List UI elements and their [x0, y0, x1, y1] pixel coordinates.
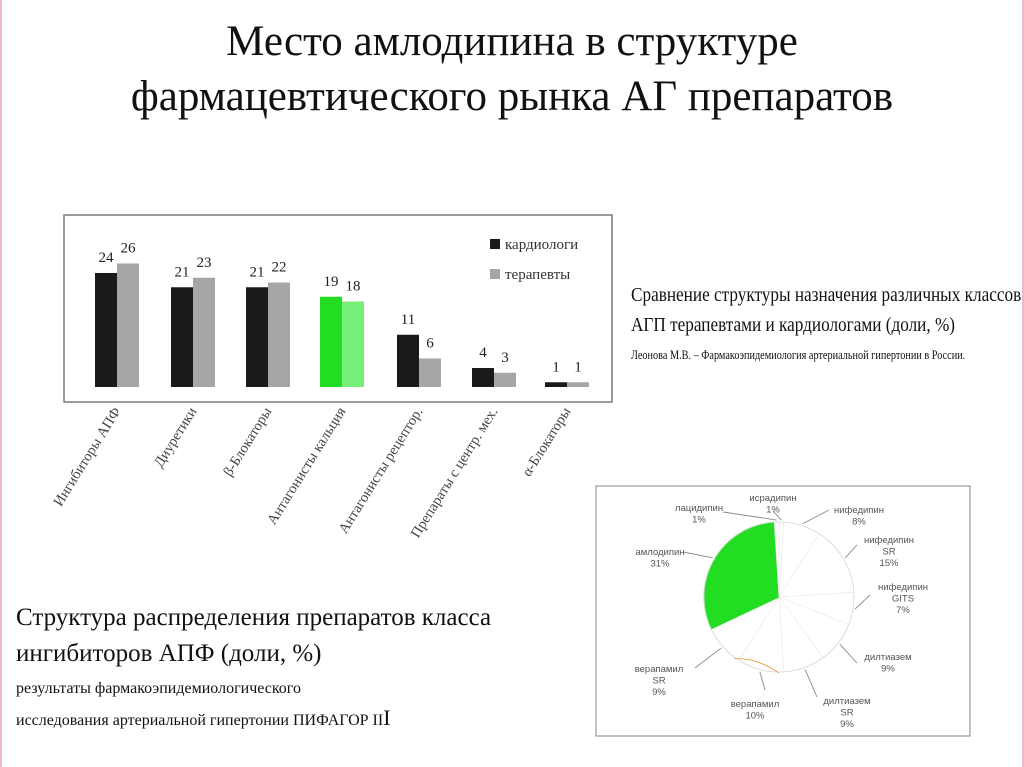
bar-cardiologists-4: [397, 335, 419, 387]
bar-value-label: 1: [574, 359, 582, 376]
pie-caption-source-suffix: I: [383, 705, 391, 730]
bar-category-label: Ингибиторы АПФ: [50, 404, 125, 510]
bar-cardiologists-0: [95, 273, 117, 387]
pie-slice-label: амлодипин 31%: [635, 547, 685, 570]
bar-chart-category-labels: [51, 404, 575, 541]
bar-value-label: 22: [271, 259, 287, 276]
bar-category-label: Препараты с центр. мех.: [407, 404, 502, 541]
bar-therapists-4: [419, 359, 441, 388]
bar-value-label: 21: [249, 264, 265, 281]
pie-slice-label: нифедипин SR 15%: [864, 535, 914, 569]
bar-value-label: 18: [345, 278, 361, 295]
bar-cardiologists-2: [246, 287, 268, 387]
slide-title: [0, 14, 1024, 124]
bar-value-label: 3: [501, 349, 509, 366]
bar-therapists-6: [567, 382, 589, 387]
pie-slice-label: верапамил 10%: [730, 699, 780, 722]
slide-title-line1: Место амлодипина в структуре: [226, 18, 798, 65]
bar-cardiologists-1: [171, 287, 193, 387]
pie-caption-subtitle: ингибиторов АПФ (доли, %): [16, 640, 322, 667]
bar-category-label: β-Блокаторы: [220, 404, 276, 480]
pie-caption-source-line2: [16, 707, 391, 732]
bar-caption-subtitle: АГП терапевтами и кардиологами (доли, %): [631, 314, 956, 336]
bar-therapists-5: [494, 373, 516, 387]
legend-swatch: [490, 269, 500, 279]
bar-value-label: 11: [400, 311, 416, 328]
pie-slice-label: нифедипин GITS 7%: [878, 582, 928, 616]
bar-therapists-3: [342, 302, 364, 388]
bar-caption-source: Леонова М.В. – Фармакоэпидемиология артериальной гипертонии в России.: [631, 348, 966, 362]
bar-value-label: 23: [196, 254, 212, 271]
pie-slice-label: дилтиазем 9%: [864, 652, 912, 675]
bar-category-label: α-Блокаторы: [519, 404, 575, 480]
bar-value-label: 19: [323, 273, 339, 290]
pie-slice-label: нифедипин 8%: [834, 505, 884, 528]
bar-cardiologists-6: [545, 382, 567, 387]
bar-value-label: 21: [174, 264, 190, 281]
legend-label: кардиологи: [505, 237, 579, 253]
pie-chart: [595, 485, 975, 740]
pie-slice-label: исрадипин 1%: [749, 493, 797, 516]
pie-caption-source-text: исследования артериальной гипертонии ПИФАГОР II: [16, 712, 384, 729]
pie-caption-title: Структура распределения препаратов класса: [16, 604, 492, 631]
bar-category-label: Антагонисты кальция: [264, 404, 350, 528]
legend-label: терапевты: [505, 267, 571, 283]
bar-value-label: 1: [552, 359, 560, 376]
bar-value-label: 26: [120, 240, 136, 257]
bar-category-label: Диуретики: [151, 404, 201, 471]
pie-slice-label: лацидипин 1%: [674, 503, 724, 526]
bar-cardiologists-3: [320, 297, 342, 387]
bar-value-label: 6: [426, 335, 434, 352]
bar-therapists-0: [117, 264, 139, 388]
bar-caption-title: Сравнение структуры назначения различных классов: [631, 284, 1022, 306]
bar-value-label: 24: [98, 250, 114, 266]
pie-slice-label: верапамил SR 9%: [634, 664, 684, 698]
bar-category-label: Антагонисты рецептор.: [335, 404, 427, 537]
bar-therapists-1: [193, 278, 215, 387]
bar-cardiologists-5: [472, 368, 494, 387]
slide-title-line2: фармацевтического рынка АГ препаратов: [130, 73, 894, 120]
pie-caption-source-line1: результаты фармакоэпидемиологического: [16, 680, 301, 697]
bar-chart: [0, 205, 640, 550]
pie-chart-slices: [704, 522, 854, 673]
legend-swatch: [490, 239, 500, 249]
bar-therapists-2: [268, 283, 290, 388]
bar-value-label: 4: [479, 345, 487, 361]
pie-slice-label: дилтиазем SR 9%: [823, 696, 871, 730]
